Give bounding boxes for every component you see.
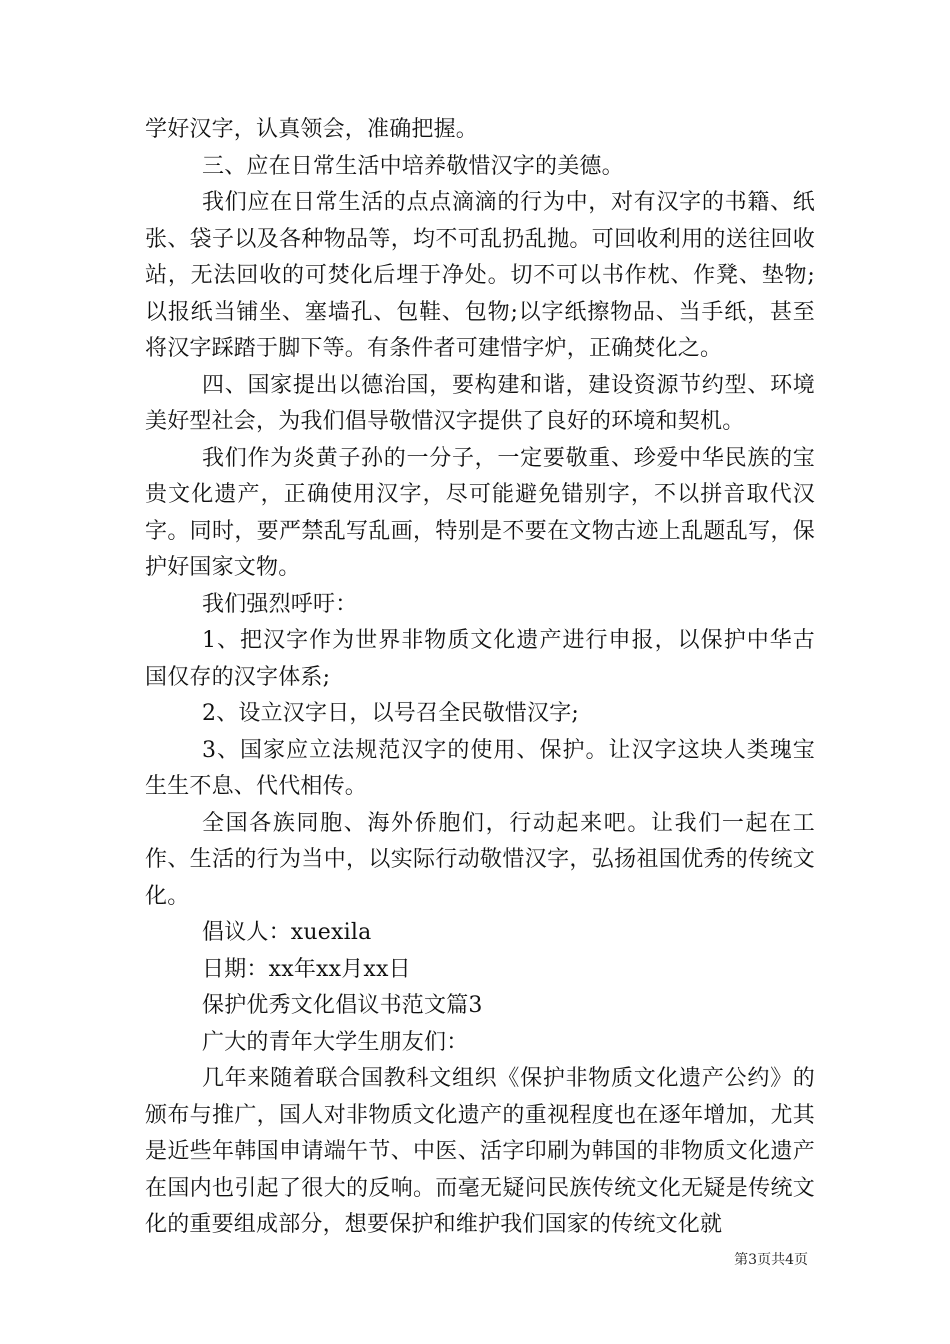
document-body <box>145 112 815 1244</box>
list-item: 3、国家应立法规范汉字的使用、保护。让汉字这块人类瑰宝生生不息、代代相传。 <box>145 737 815 799</box>
salutation: 广大的青年大学生朋友们： <box>202 1029 469 1055</box>
paragraph: 我们应在日常生活的点点滴滴的行为中，对有汉字的书籍、纸张、袋子以及各种物品等，均不可乱扔乱抛。可回收利用的送往回收站，无法回收的可焚化后埋于净处。切不可以书作枕、作凳、垫物;以报纸当铺坐、塞墙孔、包鞋、包物;以字纸擦物品、当手纸，甚至将汉字踩踏于脚下等。有条件者可建惜字炉，正确焚化之。 <box>145 190 815 361</box>
list-item: 1、把汉字作为世界非物质文化遗产进行申报，以保护中华古国仅存的汉字体系; <box>145 628 815 690</box>
section-heading: 三、应在日常生活中培养敬惜汉字的美德。 <box>202 153 624 179</box>
paragraph: 全国各族同胞、海外侨胞们，行动起来吧。让我们一起在工作、生活的行为当中，以实际行动敬惜汉字，弘扬祖国优秀的传统文化。 <box>145 810 815 909</box>
paragraph: 我们强烈呼吁： <box>202 591 358 617</box>
list-item: 2、设立汉字日，以号召全民敬惜汉字; <box>202 701 580 726</box>
date-line: 日期：xx年xx月xx日 <box>202 956 411 982</box>
section-heading: 四、国家提出以德治国，要构建和谐，建设资源节约型、环境美好型社会，为我们倡导敬惜汉字提供了良好的环境和契机。 <box>145 372 815 434</box>
article-title: 保护优秀文化倡议书范文篇3 <box>202 993 483 1018</box>
paragraph: 学好汉字，认真领会，准确把握。 <box>145 117 479 142</box>
signature-line: 倡议人：xuexila <box>202 920 372 945</box>
paragraph: 几年来随着联合国教科文组织《保护非物质文化遗产公约》的颁布与推广，国人对非物质文化遗产的重视程度也在逐年增加，尤其是近些年韩国申请端午节、中医、活字印刷为韩国的非物质文化遗产在国内也引起了很大的反响。而毫无疑问民族传统文化无疑是传统文化的重要组成部分，想要保护和维护我们国家的传统文化就 <box>145 1066 815 1237</box>
page-number-footer: 第3页共4页 <box>734 1252 808 1268</box>
paragraph: 我们作为炎黄子孙的一分子，一定要敬重、珍爱中华民族的宝贵文化遗产，正确使用汉字，尽可能避免错别字，不以拼音取代汉字。同时，要严禁乱写乱画，特别是不要在文物古迹上乱题乱写，保护好国家文物。 <box>145 445 815 580</box>
